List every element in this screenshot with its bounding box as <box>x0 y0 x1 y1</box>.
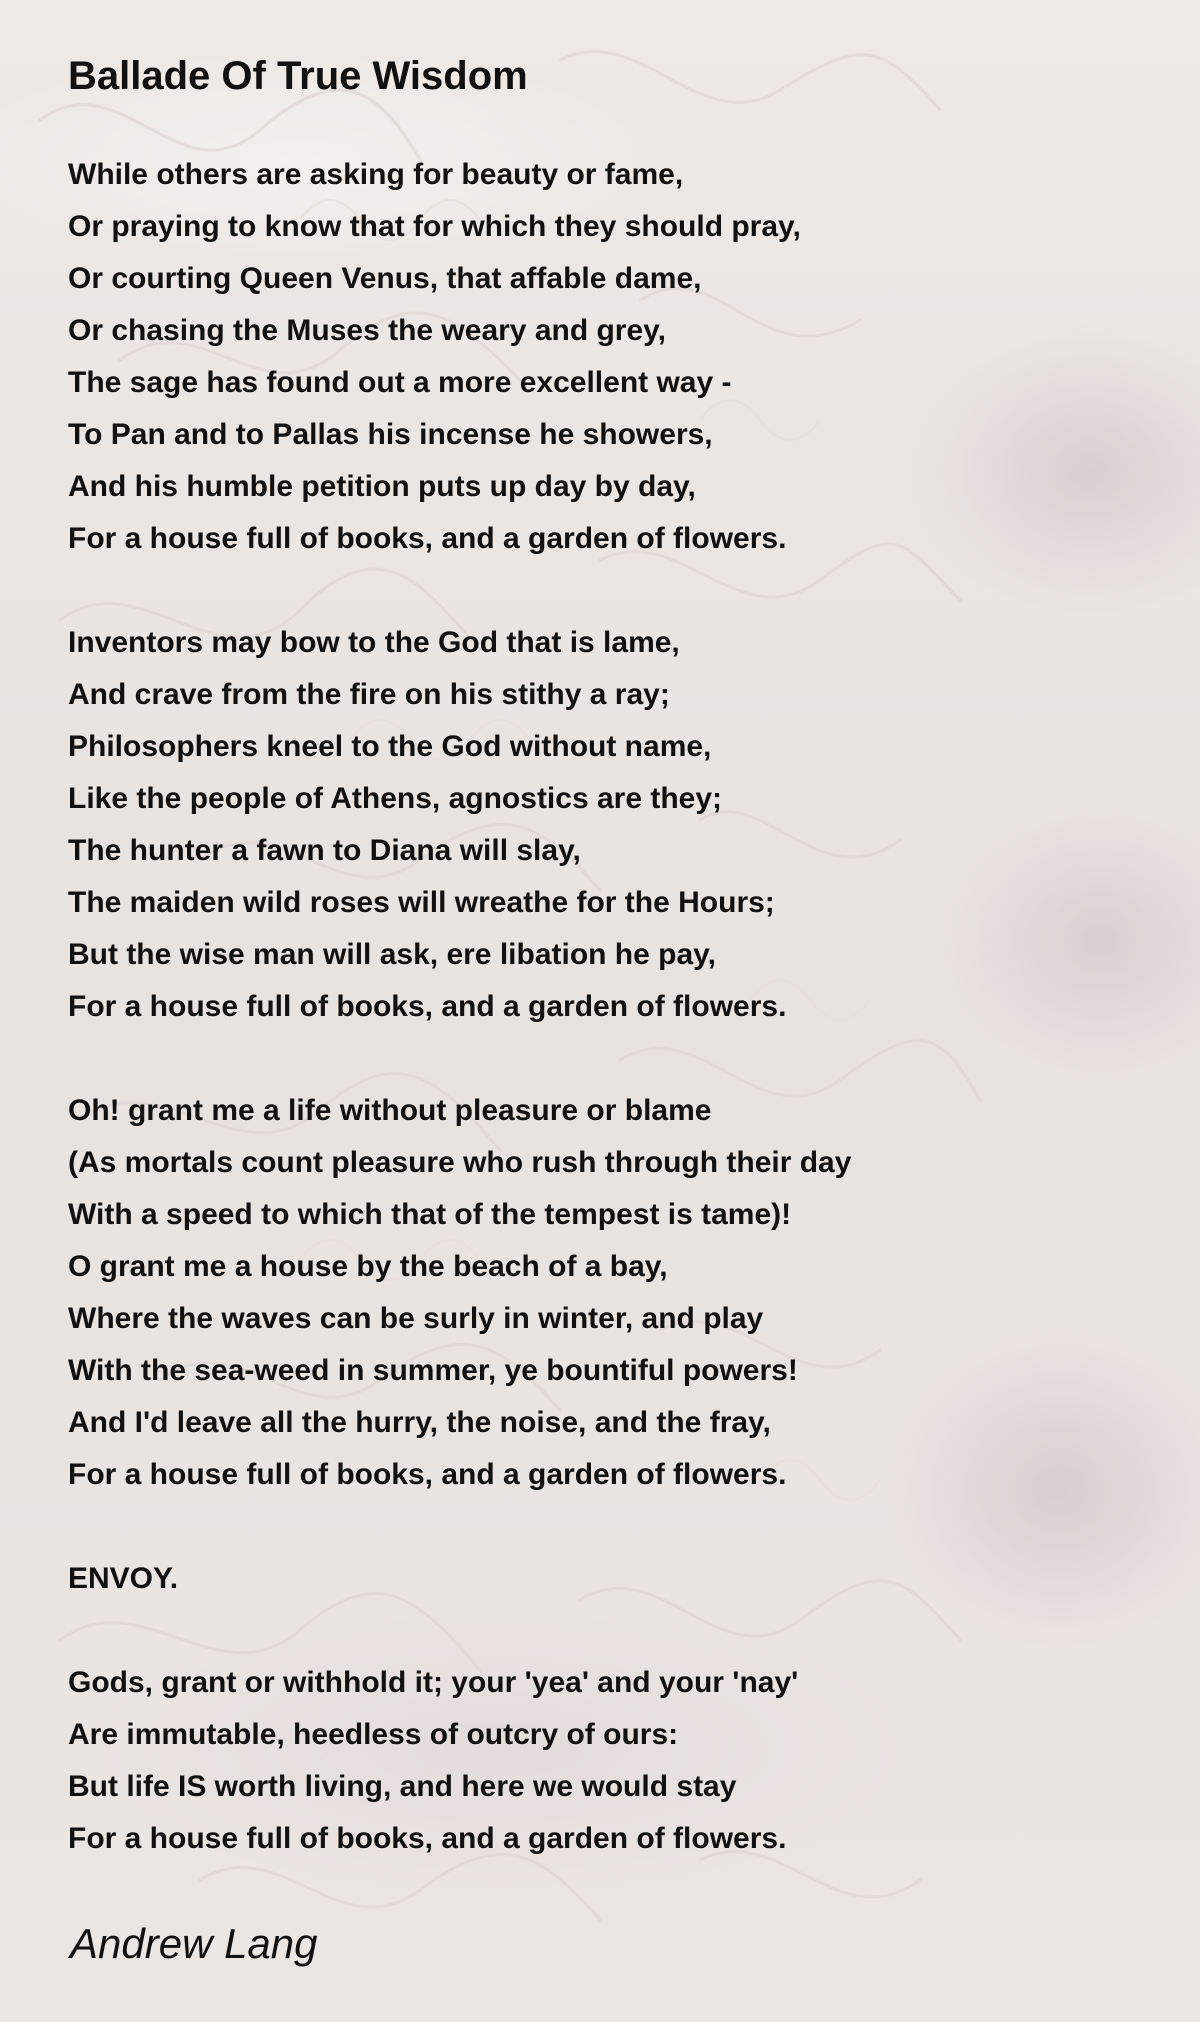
poem-line: Are immutable, heedless of outcry of ours: <box>68 1718 679 1751</box>
poem-line: Or courting Queen Venus, that affable dame, <box>68 262 702 295</box>
poem-line: Inventors may bow to the God that is lame, <box>68 626 680 659</box>
poem-line: To Pan and to Pallas his incense he showers, <box>68 418 713 451</box>
poem-line: For a house full of books, and a garden of flowers. <box>68 1822 787 1855</box>
poem-line: But life IS worth living, and here we would stay <box>68 1770 737 1803</box>
stanza-1 <box>68 149 1168 565</box>
poem-line: And I'd leave all the hurry, the noise, and the fray, <box>68 1406 771 1439</box>
poem-line: And crave from the fire on his stithy a ray; <box>68 678 670 711</box>
envoy-heading: ENVOY. <box>68 1562 179 1595</box>
poem-line: The sage has found out a more excellent way - <box>68 366 732 399</box>
poem-line: The hunter a fawn to Diana will slay, <box>68 834 581 867</box>
stanza-2 <box>68 617 1168 1033</box>
poem-line: And his humble petition puts up day by day, <box>68 470 696 503</box>
poem-line: Or praying to know that for which they should pray, <box>68 210 801 243</box>
poem-line: Gods, grant or withhold it; your 'yea' and your 'nay' <box>68 1666 799 1699</box>
poem-title: Ballade Of True Wisdom <box>68 54 528 98</box>
poem-line: For a house full of books, and a garden of flowers. <box>68 522 787 555</box>
poem-line: Where the waves can be surly in winter, and play <box>68 1302 764 1335</box>
poem-line: The maiden wild roses will wreathe for the Hours; <box>68 886 775 919</box>
poem-line: For a house full of books, and a garden of flowers. <box>68 990 787 1023</box>
stanza-3 <box>68 1085 1168 1501</box>
poem-line: With a speed to which that of the tempest is tame)! <box>68 1198 792 1231</box>
stanza-envoy-heading <box>68 1553 1168 1605</box>
poem-line: Oh! grant me a life without pleasure or blame <box>68 1094 712 1127</box>
poem-line: Or chasing the Muses the weary and grey, <box>68 314 666 347</box>
poem-line: Like the people of Athens, agnostics are they; <box>68 782 723 815</box>
poem-author: Andrew Lang <box>70 1920 318 1967</box>
poem-line: With the sea-weed in summer, ye bountiful powers! <box>68 1354 798 1387</box>
poem-line: For a house full of books, and a garden of flowers. <box>68 1458 787 1491</box>
stanza-envoy <box>68 1657 1168 1865</box>
poem-line: (As mortals count pleasure who rush through their day <box>68 1146 852 1179</box>
poem-line: But the wise man will ask, ere libation he pay, <box>68 938 716 971</box>
poem-line: O grant me a house by the beach of a bay, <box>68 1250 668 1283</box>
poem-line: Philosophers kneel to the God without name, <box>68 730 712 763</box>
poem-line: While others are asking for beauty or fame, <box>68 158 684 191</box>
poem-body <box>68 149 1168 1917</box>
